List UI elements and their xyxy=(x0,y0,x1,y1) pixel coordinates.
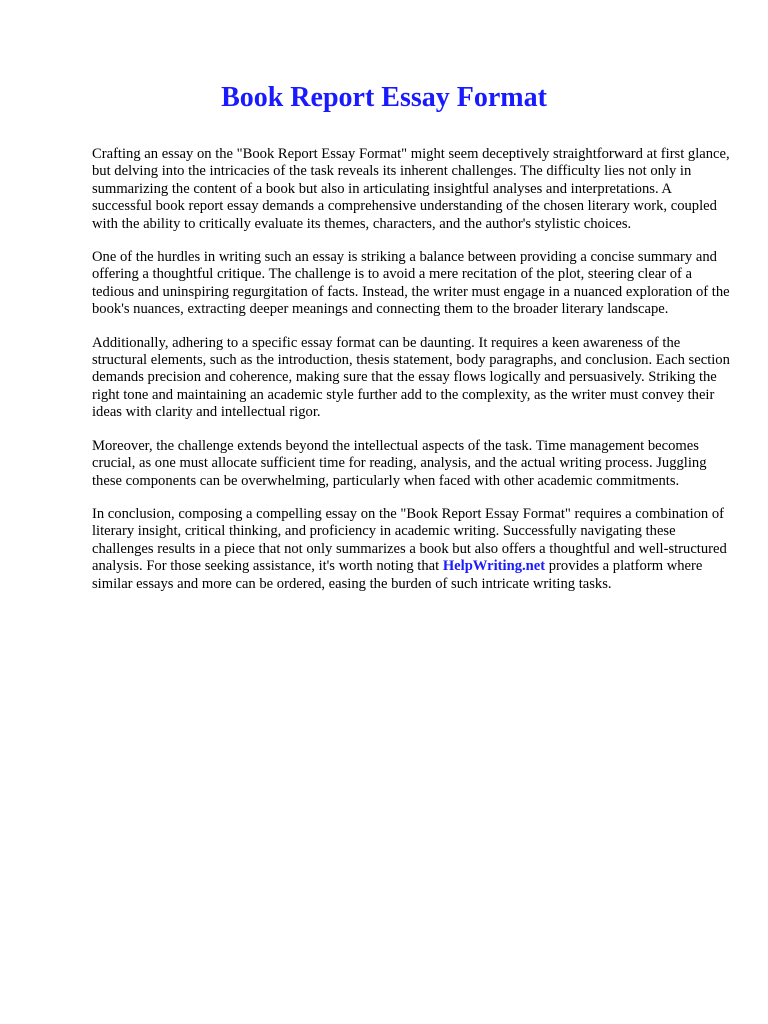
document-body xyxy=(92,146,732,609)
paragraph-5-text-after-link: provides a platform where similar essays and more can be ordered, easing the burden of such intricate writing tasks. xyxy=(92,558,703,592)
paragraph-5-text-before-link: In conclusion, composing a compelling essay on the "Book Report Essay Format" requires a combination of literary insight, critical thinking, and proficiency in academic writing. Successfully navigating these challenges results in a piece that not only summarizes a book but also offers a thoughtful and well-structured analysis. For those seeking assistance, it's worth noting that xyxy=(92,505,727,575)
paragraph-4: Moreover, the challenge extends beyond the intellectual aspects of the task. Time management becomes crucial, as one must allocate sufficient time for reading, analysis, and the actual writing process. Juggling these components can be overwhelming, particularly when faced with other academic commitments. xyxy=(92,437,707,489)
paragraph-1: Crafting an essay on the "Book Report Essay Format" might seem deceptively straightforward at first glance, but delving into the intricacies of the task reveals its inherent challenges. The difficulty lies not only in summarizing the content of a book but also in articulating insightful analyses and interpretations. A successful book report essay demands a comprehensive understanding of the chosen literary work, coupled with the ability to critically evaluate its themes, characters, and the author's stylistic choices. xyxy=(92,146,730,232)
paragraph-5 xyxy=(92,506,732,593)
paragraph-3: Additionally, adhering to a specific essay format can be daunting. It requires a keen awareness of the structural elements, such as the introduction, thesis statement, body paragraphs, and conclusion. Each section demands precision and coherence, making sure that the essay flows logically and persuasively. Striking the right tone and maintaining an academic style further add to the complexity, as the writer must convey their ideas with clarity and intellectual rigor. xyxy=(92,334,730,421)
document-title: Book Report Essay Format xyxy=(221,82,547,113)
helpwriting-link[interactable]: HelpWriting.net xyxy=(442,558,546,575)
paragraph-2: One of the hurdles in writing such an essay is striking a balance between providing a concise summary and offering a thoughtful critique. The challenge is to avoid a mere recitation of the plot, steering clear of a tedious and uninspiring regurgitation of facts. Instead, the writer must engage in a nuanced exploration of the book's nuances, extracting deeper meanings and connecting them to the broader literary landscape. xyxy=(92,249,730,318)
